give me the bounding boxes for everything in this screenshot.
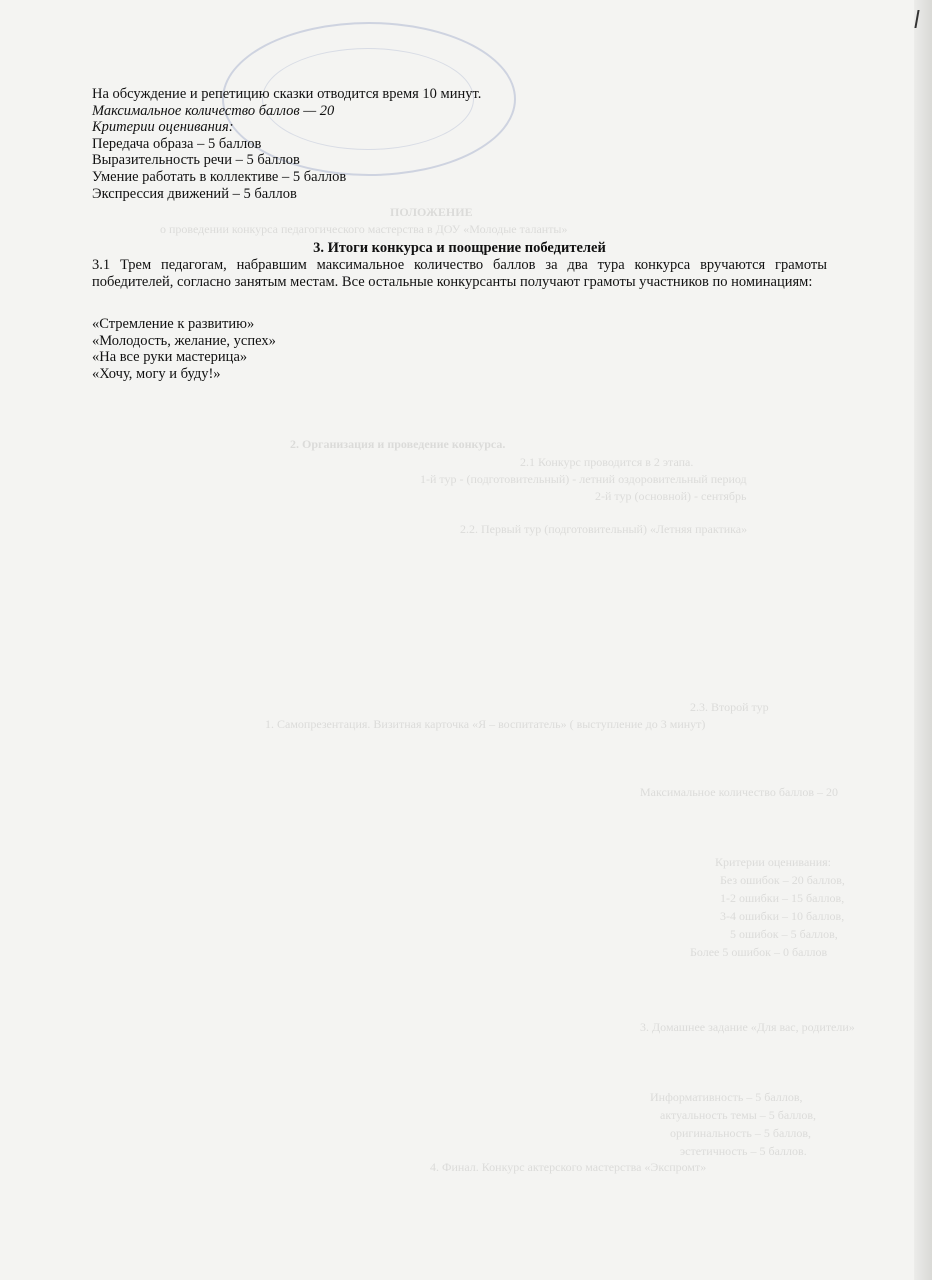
bleed-through-text: оригинальность – 5 баллов, [670,1126,812,1140]
bleed-through-text: 3. Домашнее задание «Для вас, родители» [640,1020,855,1034]
nomination-item: «Молодость, желание, успех» [92,332,276,349]
bleed-through-text: 3-4 ошибки – 10 баллов, [720,909,845,923]
bleed-through-text: 2. Организация и проведение конкурса. [290,437,506,451]
bleed-through-text: 1-2 ошибки – 15 баллов, [720,891,845,905]
nomination-item: «Стремление к развитию» [92,316,255,332]
bleed-through-text: Максимальное количество баллов – 20 [640,785,839,799]
intro-line: На обсуждение и репетицию сказки отводится время 10 минут. [92,86,482,102]
nomination-item: «На все руки мастерица» [92,349,248,366]
bleed-through-text: эстетичность – 5 баллов. [680,1144,807,1158]
bleed-through-text: ПОЛОЖЕНИЕ [390,205,473,219]
section-title: 3. Итоги конкурса и поощрение победителей [313,240,606,256]
awards-paragraph [92,257,827,290]
bleed-through-text: 1. Самопрезентация. Визитная карточка «Я – воспитатель» ( выступление до 3 минут) [265,717,706,731]
bleed-through-text: о проведении конкурса педагогического мастерства в ДОУ «Молодые таланты» [160,222,568,236]
bleed-through-text: 2-й тур (основной) - сентябрь [595,489,747,503]
bleed-through-text: 2.1 Конкурс проводится в 2 этапа. [520,455,694,469]
bleed-through-text: Более 5 ошибок – 0 баллов [690,945,828,959]
nominations-list [92,316,276,382]
bleed-through-text: 1-й тур - (подготовительный) - летний оздоровительный период [420,472,747,486]
bleed-through-text: 4. Финал. Конкурс актерского мастерства «Экспромт» [430,1160,707,1174]
page-edge-shadow [914,0,932,1280]
intro-line-criteria-heading: Критерии оценивания: [92,119,234,136]
criterion-line: Экспрессия движений – 5 баллов [92,185,297,202]
criterion-line: Передача образа – 5 баллов [92,135,262,152]
criterion-line: Выразительность речи – 5 баллов [92,152,300,169]
awards-paragraph-text: 3.1 Трем педагогам, набравшим максимальное количество баллов за два тура конкурса вручаются грамоты победителей, согласно занятым местам. Все остальные конкурсанты получают грамоты участников по номинациям: [92,257,827,290]
bleed-through-text: 2.2. Первый тур (подготовительный) «Летняя практика» [460,522,748,536]
intro-block [92,86,827,202]
bleed-through-text: актуальность темы – 5 баллов, [660,1108,816,1122]
bleed-through-text: 5 ошибок – 5 баллов, [730,927,838,941]
bleed-through-text: Без ошибок – 20 баллов, [720,873,845,887]
bleed-through-text: Информативность – 5 баллов, [650,1090,803,1104]
criterion-line: Умение работать в коллективе – 5 баллов [92,168,347,185]
bleed-through-text: Критерии оценивания: [715,855,831,869]
bleed-through-text: 2.3. Второй тур [690,700,769,714]
intro-line-max-score: Максимальное количество баллов — 20 [92,102,335,119]
nomination-item: «Хочу, могу и буду!» [92,365,221,382]
